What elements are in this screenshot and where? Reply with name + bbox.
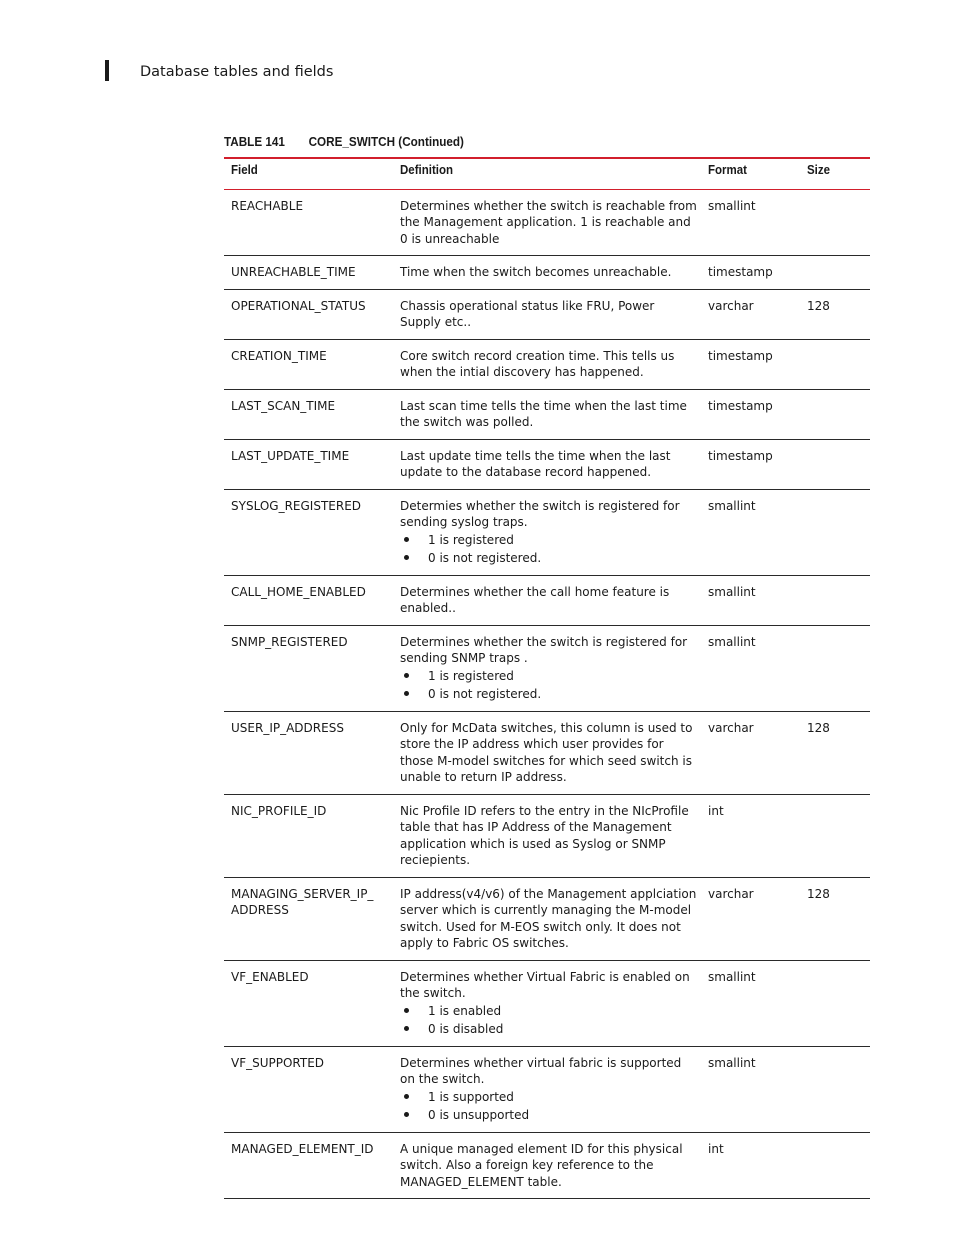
field-cell: VF_SUPPORTED [224, 1046, 393, 1132]
field-cell: MANAGED_ELEMENT_ID [224, 1132, 393, 1199]
definition-text: Determines whether the switch is reachable from the Management application. 1 is reachable and 0 is unreachable [400, 198, 697, 246]
size-cell [800, 1132, 870, 1199]
size-cell [800, 960, 870, 1046]
table-row [224, 711, 870, 794]
bullet-item: 1 is enabled [400, 1003, 697, 1020]
definition-bullet-list [400, 668, 697, 703]
bullet-item: 1 is registered [400, 668, 697, 685]
definition-cell [393, 711, 701, 794]
table-row [224, 1046, 870, 1132]
column-header-definition: Definition [393, 158, 701, 189]
table-caption [224, 134, 464, 149]
table-row [224, 289, 870, 339]
bullet-item: 1 is registered [400, 532, 697, 549]
definition-text: Chassis operational status like FRU, Power Supply etc.. [400, 298, 655, 329]
definition-cell [393, 1046, 701, 1132]
size-cell [800, 575, 870, 625]
definition-text: Nic Profile ID refers to the entry in the NIcProfile table that has IP Address of the Management application which is used as Syslog or SNMP reciepients. [400, 803, 689, 867]
definition-cell [393, 189, 701, 256]
size-cell [800, 389, 870, 439]
definition-text: Determies whether the switch is registered for sending syslog traps. [400, 498, 680, 529]
format-cell: varchar [701, 877, 800, 960]
definition-text: Core switch record creation time. This tells us when the intial discovery has happened. [400, 348, 675, 379]
field-cell: REACHABLE [224, 189, 393, 256]
definition-text: Determines whether Virtual Fabric is enabled on the switch. [400, 969, 690, 1000]
table-title: CORE_SWITCH (Continued) [308, 134, 464, 149]
size-cell: 128 [800, 289, 870, 339]
table-row [224, 389, 870, 439]
bullet-item: 1 is supported [400, 1089, 697, 1106]
bullet-item: 0 is not registered. [400, 686, 697, 703]
field-cell: CALL_HOME_ENABLED [224, 575, 393, 625]
bullet-item: 0 is unsupported [400, 1107, 697, 1124]
core-switch-table [224, 157, 870, 1199]
table-row [224, 189, 870, 256]
field-cell: NIC_PROFILE_ID [224, 794, 393, 877]
format-cell: timestamp [701, 389, 800, 439]
column-header-field: Field [224, 158, 393, 189]
table-row [224, 339, 870, 389]
table-row [224, 877, 870, 960]
field-cell: LAST_UPDATE_TIME [224, 439, 393, 489]
format-cell: int [701, 794, 800, 877]
field-cell: USER_IP_ADDRESS [224, 711, 393, 794]
field-cell: SNMP_REGISTERED [224, 625, 393, 711]
definition-cell [393, 389, 701, 439]
size-cell: 128 [800, 711, 870, 794]
field-cell: CREATION_TIME [224, 339, 393, 389]
definition-text: Last scan time tells the time when the last time the switch was polled. [400, 398, 687, 429]
field-cell: MANAGING_SERVER_IP_ ADDRESS [224, 877, 393, 960]
definition-cell [393, 794, 701, 877]
format-cell: varchar [701, 711, 800, 794]
core-switch-table-container [224, 157, 870, 1199]
table-row [224, 439, 870, 489]
table-row [224, 1132, 870, 1199]
definition-cell [393, 1132, 701, 1199]
format-cell: smallint [701, 960, 800, 1046]
size-cell [800, 489, 870, 575]
definition-bullet-list [400, 532, 697, 567]
bullet-item: 0 is not registered. [400, 550, 697, 567]
definition-bullet-list [400, 1003, 697, 1038]
size-cell [800, 256, 870, 290]
definition-cell [393, 877, 701, 960]
field-cell: OPERATIONAL_STATUS [224, 289, 393, 339]
definition-text: Determines whether the call home feature is enabled.. [400, 584, 670, 615]
table-row [224, 256, 870, 290]
definition-text: Last update time tells the time when the last update to the database record happened. [400, 448, 671, 479]
size-cell [800, 439, 870, 489]
column-header-size: Size [800, 158, 870, 189]
size-cell: 128 [800, 877, 870, 960]
table-row [224, 960, 870, 1046]
field-cell: LAST_SCAN_TIME [224, 389, 393, 439]
definition-cell [393, 575, 701, 625]
definition-cell [393, 256, 701, 290]
table-row [224, 575, 870, 625]
size-cell [800, 625, 870, 711]
definition-cell [393, 289, 701, 339]
header-rule-bar [105, 60, 109, 81]
size-cell [800, 339, 870, 389]
format-cell: smallint [701, 489, 800, 575]
table-header-row [224, 158, 870, 189]
definition-cell [393, 439, 701, 489]
size-cell [800, 189, 870, 256]
format-cell: smallint [701, 625, 800, 711]
definition-cell [393, 960, 701, 1046]
format-cell: timestamp [701, 339, 800, 389]
format-cell: timestamp [701, 439, 800, 489]
definition-text: A unique managed element ID for this physical switch. Also a foreign key reference to the MANAGED_ELEMENT table. [400, 1141, 683, 1189]
format-cell: smallint [701, 189, 800, 256]
bullet-item: 0 is disabled [400, 1021, 697, 1038]
definition-cell [393, 339, 701, 389]
format-cell: timestamp [701, 256, 800, 290]
format-cell: smallint [701, 1046, 800, 1132]
table-body [224, 189, 870, 1199]
definition-text: Determines whether virtual fabric is supported on the switch. [400, 1055, 682, 1086]
table-row [224, 489, 870, 575]
table-row [224, 625, 870, 711]
definition-text: IP address(v4/v6) of the Management applciation server which is currently managing the M-model switch. Used for M-EOS switch only. It does not apply to Fabric OS switches. [400, 886, 697, 950]
definition-bullet-list [400, 1089, 697, 1124]
definition-text: Determines whether the switch is registered for sending SNMP traps . [400, 634, 688, 665]
definition-cell [393, 489, 701, 575]
size-cell [800, 1046, 870, 1132]
format-cell: varchar [701, 289, 800, 339]
definition-text: Time when the switch becomes unreachable. [400, 265, 672, 279]
field-cell: VF_ENABLED [224, 960, 393, 1046]
size-cell [800, 794, 870, 877]
table-number: TABLE 141 [224, 134, 285, 149]
running-header: Database tables and fields [140, 64, 334, 80]
format-cell: int [701, 1132, 800, 1199]
format-cell: smallint [701, 575, 800, 625]
column-header-format: Format [701, 158, 800, 189]
definition-text: Only for McData switches, this column is used to store the IP address which user provides for those M-model switches for which seed switch is unable to return IP address. [400, 720, 693, 784]
definition-cell [393, 625, 701, 711]
table-row [224, 794, 870, 877]
field-cell: SYSLOG_REGISTERED [224, 489, 393, 575]
field-cell: UNREACHABLE_TIME [224, 256, 393, 290]
